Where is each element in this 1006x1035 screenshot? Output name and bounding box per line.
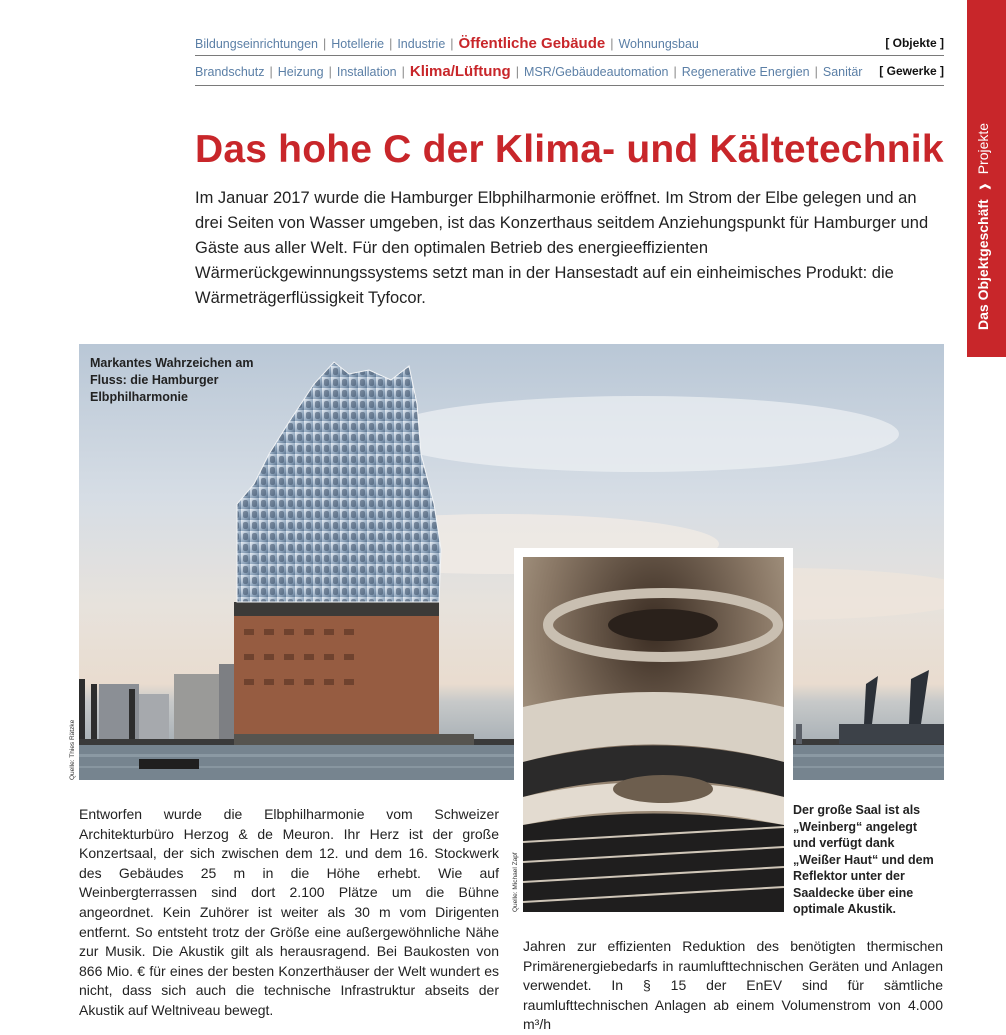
section-tab (967, 0, 1006, 357)
section-tab-bold: Das Objektgeschäft (975, 199, 991, 330)
nav-link[interactable]: Industrie (397, 36, 446, 51)
nav-separator: | (401, 64, 405, 79)
elbphilharmonie-photo (79, 344, 944, 780)
nav-separator: | (328, 64, 332, 79)
nav-link[interactable]: Bildungseinrichtungen (195, 36, 319, 51)
nav-link[interactable]: Klima/Lüftung (409, 62, 511, 80)
chevron-right-icon: ❱ (979, 182, 991, 192)
section-tab-label: Projekte (975, 122, 991, 175)
trades-nav (195, 57, 944, 85)
nav-link[interactable]: Sanitär (822, 64, 863, 79)
concert-hall-photo (523, 557, 784, 912)
nav-separator: | (610, 36, 614, 51)
main-photo-caption: Markantes Wahrzeichen am Fluss: die Hamburger Elbphilharmonie (90, 356, 254, 404)
elbphilharmonie-illustration (79, 344, 944, 780)
objects-section-label: [ Objekte ] (885, 36, 944, 50)
main-photo-credit: Quelle: Thies Rätzke (69, 719, 76, 780)
nav-separator: | (673, 64, 677, 79)
trades-section-label: [ Gewerke ] (879, 64, 944, 78)
article-lead: Im Januar 2017 wurde die Hamburger Elbphilharmonie eröffnet. Im Strom der Elbe gelegen und an drei Seiten von Wasser umgeben, ist das Konzerthaus seitdem Anziehungspunkt für Hamburger und Gäste aus aller Welt. Für den optimalen Betrieb des energieeffizienten Wärmerückgewinnungssystems setzt man in der Hansestadt auf ein einheimisches Produkt: die Wärmeträgerflüssigkeit Tyfocor. (195, 189, 929, 307)
nav-separator: | (814, 64, 818, 79)
concert-hall-illustration (523, 557, 784, 912)
nav-link[interactable]: Wohnungsbau (618, 36, 699, 51)
nav-divider (195, 85, 944, 86)
nav-link[interactable]: Heizung (277, 64, 324, 79)
nav-divider (195, 55, 944, 56)
body-text-left: Entworfen wurde die Elbphilharmonie vom Schweizer Architekturbüro Herzog & de Meuron. Ihr Herz ist der große Konzertsaal, der sich zwischen dem 12. und dem 16. Stockwerk des Gebäudes 25 m in die Höhe erhebt. Wie auf Weinbergterrassen sind dort 2.100 Plätze um die Bühne angeordnet. Kein Zuhörer ist weiter als 30 m vom Dirigenten entfernt. So entsteht trotz der Größe eine außergewöhnliche Nähe zur Musik. Die Akustik gilt als herausragend. Bei Baukosten von 866 Mio. € für eines der besten Konzerthäuser der Welt wundert es nicht, dass sich auch die technische Infrastruktur abseits der Akustik auf Weltniveau bewegt. (79, 806, 499, 1018)
objects-nav (195, 29, 944, 57)
nav-separator: | (269, 64, 273, 79)
inset-photo-credit: Quelle: Michael Zapf (512, 852, 519, 912)
nav-link[interactable]: Regenerative Energien (681, 64, 810, 79)
objects-nav-items (195, 35, 885, 52)
nav-link[interactable]: Öffentliche Gebäude (458, 34, 606, 52)
nav-separator: | (515, 64, 519, 79)
inset-photo-caption: Der große Saal ist als „Weinberg“ angelegt und verfügt dank „Weißer Haut“ und dem Reflektor unter der Saaldecke über eine optimale Akustik. (793, 803, 934, 916)
article-title: Das hohe C der Klima- und Kältetechnik (195, 128, 944, 171)
nav-link[interactable]: Brandschutz (195, 64, 265, 79)
nav-link[interactable]: Installation (336, 64, 397, 79)
nav-separator: | (389, 36, 393, 51)
section-tab-text (975, 123, 991, 330)
trades-nav-items (195, 63, 879, 80)
nav-separator: | (450, 36, 454, 51)
nav-link[interactable]: Hotellerie (331, 36, 385, 51)
nav-link[interactable]: MSR/Gebäudeautomation (523, 64, 669, 79)
nav-separator: | (323, 36, 327, 51)
body-text-right: Jahren zur effizienten Reduktion des benötigten thermischen Primärenergiebedarfs in raumlufttechnischen Geräten und Anlagen verwendet. In § 15 der EnEV sind für sämtliche raumlufttechnischen Anlagen ab einem Volumenstrom von 4.000 m³/h (523, 938, 943, 1033)
